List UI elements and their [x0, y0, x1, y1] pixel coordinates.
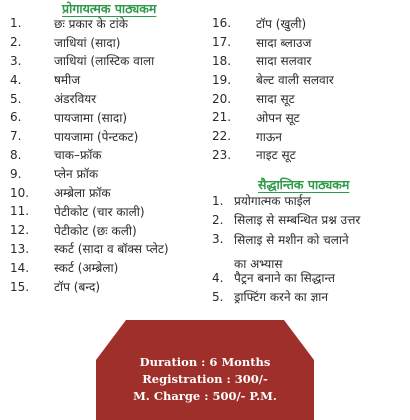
item-number: 16. — [212, 16, 232, 31]
list-item — [212, 52, 334, 71]
item-number: 20. — [212, 91, 232, 106]
item-label: सिलाइ से मशीन को चलाने — [234, 232, 349, 247]
list-item — [10, 221, 169, 240]
list-item — [212, 108, 334, 127]
item-number: 11. — [10, 204, 30, 219]
item-number: 1. — [10, 16, 22, 31]
list-item — [212, 287, 335, 306]
item-number: 21. — [212, 110, 232, 125]
list-item — [10, 183, 169, 202]
item-label: गाऊन — [256, 129, 282, 144]
item-label: जाधियां (सादा) — [54, 35, 121, 50]
item-label: टॉप (बन्द) — [54, 280, 101, 295]
item-label: स्कर्ट (अम्ब्रेला) — [54, 261, 119, 276]
list-item — [212, 70, 334, 89]
item-label: जाधियां (लास्टिक वाला — [54, 54, 155, 69]
item-number: 8. — [10, 147, 22, 162]
list-item — [10, 146, 169, 165]
item-label: छः प्रकार के टांके — [54, 16, 128, 31]
list-item — [10, 127, 169, 146]
item-label: प्लेन फ्रॉक — [54, 167, 99, 182]
item-label: षमीज — [54, 73, 81, 88]
list-item — [212, 191, 360, 210]
item-label: पायजामा (पेन्टकट) — [54, 129, 139, 144]
item-number: 17. — [212, 35, 232, 50]
theory-list — [212, 191, 360, 249]
item-label: नाइट सूट — [256, 148, 296, 163]
item-number: 23. — [212, 147, 232, 162]
item-label: स्कर्ट (सादा व बॉक्स प्लेट) — [54, 242, 169, 257]
item-label: टॉप (खुली) — [256, 16, 307, 31]
list-item — [10, 258, 169, 277]
list-item — [10, 70, 169, 89]
item-label: अम्ब्रेला फ्रॉक — [54, 186, 111, 201]
item-label: सादा ब्लाउज — [256, 35, 312, 50]
theory-syllabus-heading: सैद्धान्तिक पाठ्यकम — [258, 177, 350, 192]
item-label: पेटीकोट (छः कली) — [54, 223, 137, 238]
item-number: 19. — [212, 72, 232, 87]
item-label: सिलाइ से सम्बन्धित प्रश्न उत्तर — [234, 213, 361, 228]
item-label: पायजामा (सादा) — [54, 110, 128, 125]
item-label: प्रयोगात्मक फाईल — [234, 194, 311, 209]
list-item — [10, 277, 169, 296]
list-item — [212, 230, 360, 249]
item-number: 2. — [10, 35, 22, 50]
item-number: 3. — [10, 53, 22, 68]
item-label: पैट्रन बनाने का सिद्धान्त — [234, 271, 336, 286]
item-number: 10. — [10, 185, 30, 200]
list-item — [10, 52, 169, 71]
item-label: अंडरवियर — [54, 92, 97, 107]
item-number: 7. — [10, 129, 22, 144]
list-item — [212, 127, 334, 146]
item-number: 14. — [10, 260, 30, 275]
item-number: 4. — [10, 72, 22, 87]
item-label: ड्राफ्टिंग करने का ज्ञान — [234, 290, 329, 305]
item-number: 9. — [10, 166, 22, 181]
item-number: 3. — [212, 232, 224, 247]
item-label: बेल्ट वाली सलवार — [256, 73, 334, 88]
practical-list-left — [10, 14, 169, 296]
registration-text: Registration : 300/- — [142, 372, 268, 386]
item-label: सादा सूट — [256, 92, 295, 107]
item-number: 5. — [212, 289, 224, 304]
list-item — [10, 240, 169, 259]
item-number: 15. — [10, 279, 30, 294]
item-number: 1. — [212, 193, 224, 208]
item-number: 5. — [10, 91, 22, 106]
monthly-charge-text: M. Charge : 500/- P.M. — [133, 389, 277, 403]
theory-list-continued — [212, 268, 335, 307]
list-item — [10, 89, 169, 108]
duration-text: Duration : 6 Months — [139, 355, 271, 369]
list-item — [10, 33, 169, 52]
item-number: 6. — [10, 110, 22, 125]
item-label: पेटीकोट (चार काली) — [54, 204, 145, 219]
list-item — [10, 108, 169, 127]
list-item — [212, 14, 334, 33]
theory-item-3-continuation: का अभ्यास — [234, 257, 283, 271]
item-label: चाक–फ्रॉक — [54, 148, 102, 163]
item-number: 18. — [212, 53, 232, 68]
item-number: 13. — [10, 241, 30, 256]
course-info-text — [96, 354, 314, 405]
list-item — [212, 210, 360, 229]
item-number: 4. — [212, 270, 224, 285]
list-item — [10, 164, 169, 183]
item-number: 12. — [10, 223, 30, 238]
item-number: 2. — [212, 212, 224, 227]
practical-syllabus-heading: प्रोगायत्मक पाठ्यकम — [62, 1, 157, 16]
item-label: ओपन सूट — [256, 110, 300, 125]
list-item — [212, 268, 335, 287]
item-label: सादा सलवार — [256, 54, 312, 69]
list-item — [212, 146, 334, 165]
list-item — [10, 202, 169, 221]
item-number: 22. — [212, 129, 232, 144]
list-item — [212, 89, 334, 108]
practical-list-right — [212, 14, 334, 164]
list-item — [212, 33, 334, 52]
list-item — [10, 14, 169, 33]
